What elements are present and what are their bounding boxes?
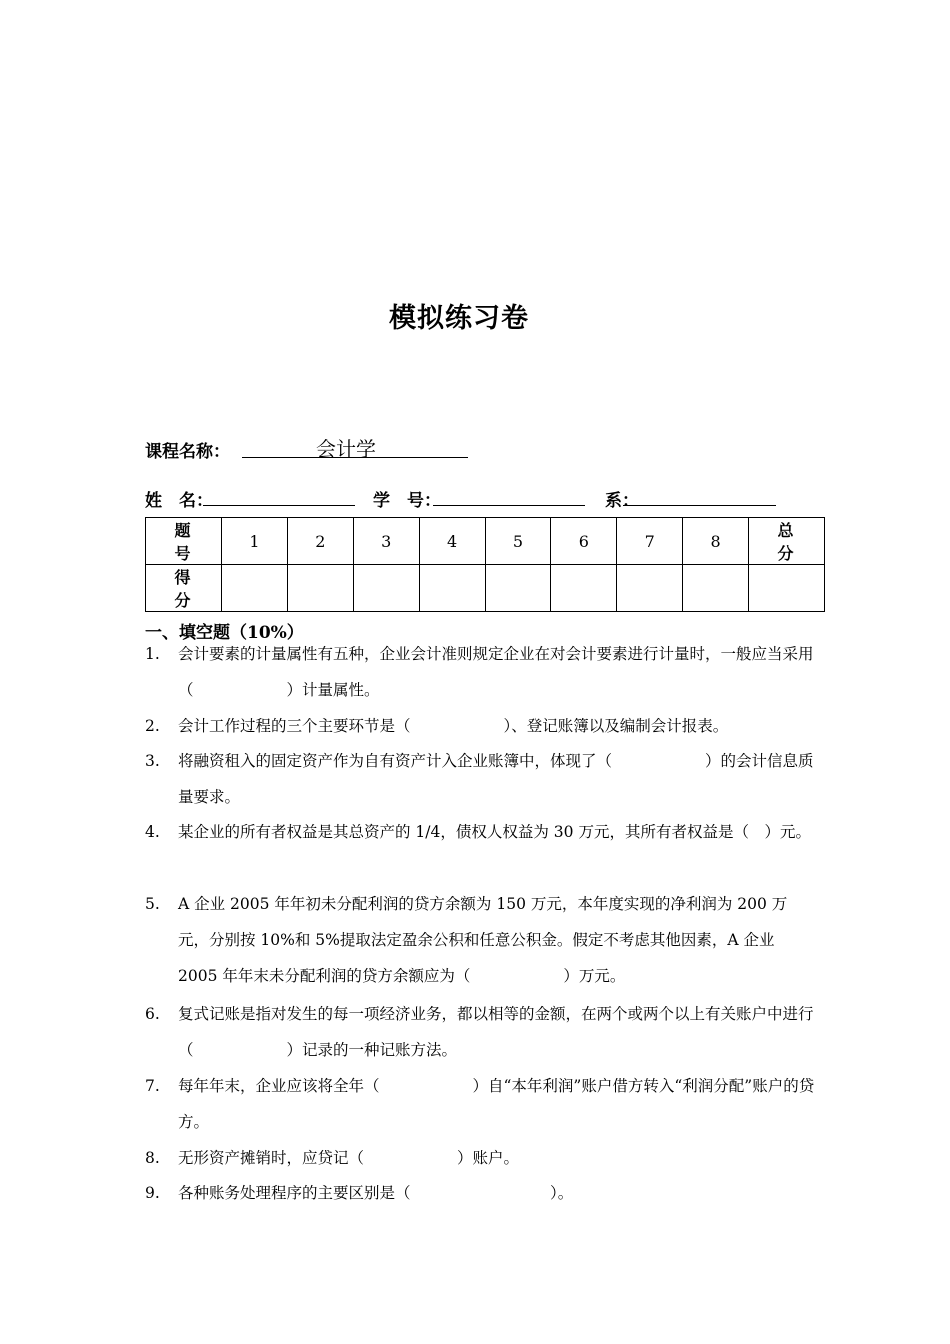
page-title: 模拟练习卷 (389, 303, 529, 334)
question-item (145, 814, 815, 850)
question-text: 每年年末，企业应该将全年（ ）自“本年利润”账户借方转入“利润分配”账户的贷方。 (178, 1077, 815, 1131)
score-cell[interactable] (222, 565, 288, 612)
score-cell[interactable] (485, 565, 551, 612)
question-item (145, 1140, 815, 1176)
question-text: 会计要素的计量属性有五种，企业会计准则规定企业在对会计要素进行计量时，一般应当采用（ ）计量属性。 (178, 645, 814, 699)
name-label: 姓 名： (145, 491, 213, 511)
question-number-cell: 5 (485, 518, 551, 565)
question-item (145, 708, 815, 744)
question-text: 复式记账是指对发生的每一项经济业务，都以相等的金额，在两个或两个以上有关账户中进行（ ）记录的一种记账方法。 (178, 1005, 814, 1059)
question-number: 2. (145, 717, 160, 735)
question-item (145, 996, 815, 1068)
score-table (145, 517, 825, 612)
total-score-header: 总 分 (749, 518, 825, 565)
total-score-cell[interactable] (749, 565, 825, 612)
course-label: 课程名称： (145, 442, 230, 462)
score-row (146, 565, 825, 612)
score-row-header: 得 分 (146, 565, 222, 612)
question-number-cell: 2 (287, 518, 353, 565)
score-cell[interactable] (287, 565, 353, 612)
score-cell[interactable] (617, 565, 683, 612)
question-text: 各种账务处理程序的主要区别是（ ）。 (178, 1184, 574, 1202)
question-number: 7. (145, 1077, 160, 1095)
section-heading: 一、填空题（10%） (145, 623, 304, 643)
question-number-header: 题 号 (146, 518, 222, 565)
question-number-cell: 6 (551, 518, 617, 565)
question-number: 8. (145, 1149, 160, 1167)
department-field[interactable] (623, 505, 776, 506)
score-cell[interactable] (353, 565, 419, 612)
question-number-cell: 4 (419, 518, 485, 565)
student-id-label: 学 号： (373, 491, 441, 511)
question-number-cell: 7 (617, 518, 683, 565)
question-number-row (146, 518, 825, 565)
score-cell[interactable] (551, 565, 617, 612)
student-id-field[interactable] (433, 505, 585, 506)
question-number-cell: 8 (683, 518, 749, 565)
score-cell[interactable] (419, 565, 485, 612)
question-number: 9. (145, 1184, 160, 1202)
question-item (145, 886, 815, 994)
question-text: 无形资产摊销时，应贷记（ ）账户。 (178, 1149, 520, 1167)
question-number-cell: 1 (222, 518, 288, 565)
question-number: 6. (145, 1005, 160, 1023)
score-cell[interactable] (683, 565, 749, 612)
department-label: 系： (605, 491, 639, 511)
question-text: 会计工作过程的三个主要环节是（ ）、登记账簿以及编制会计报表。 (178, 717, 729, 735)
question-text: A 企业 2005 年年初未分配利润的贷方余额为 150 万元，本年度实现的净利润为 200 万元，分别按 10%和 5%提取法定盈余公积和任意公积金。假定不考虑其他因素，A 企业 2005 年年末未分配利润的贷方余额应为（ ）万元。 (178, 895, 788, 985)
name-field[interactable] (203, 505, 355, 506)
question-number-cell: 3 (353, 518, 419, 565)
question-number: 1. (145, 645, 160, 663)
course-value: 会计学 (316, 437, 376, 461)
question-item (145, 1175, 815, 1211)
question-item (145, 743, 815, 815)
question-number: 4. (145, 823, 160, 841)
question-number: 3. (145, 752, 160, 770)
question-item (145, 1068, 815, 1140)
question-number: 5. (145, 895, 160, 913)
question-text: 将融资租入的固定资产作为自有资产计入企业账簿中，体现了（ ）的会计信息质量要求。 (178, 752, 814, 806)
question-text: 某企业的所有者权益是其总资产的 1/4，债权人权益为 30 万元，其所有者权益是（ ）元。 (178, 823, 811, 841)
question-item (145, 636, 815, 708)
